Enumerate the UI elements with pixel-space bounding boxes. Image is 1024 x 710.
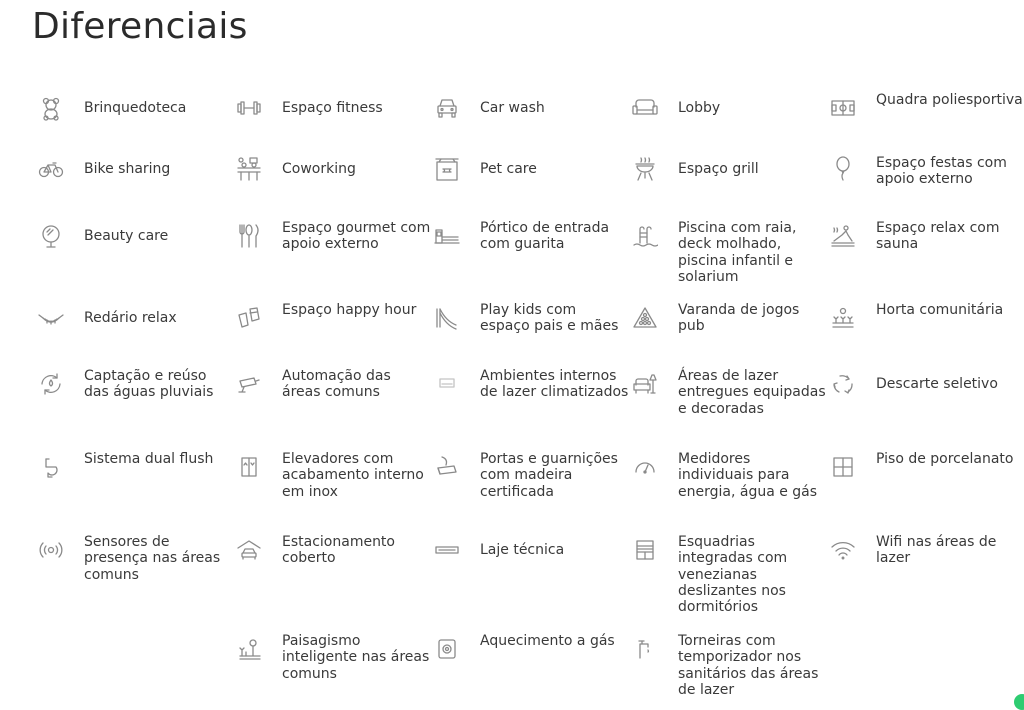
- feature-label: Beauty care: [84, 228, 169, 244]
- elevator-icon: [234, 452, 264, 482]
- feature-label: Car wash: [480, 100, 545, 116]
- bicycle-icon: [36, 154, 66, 184]
- feature-label: Pet care: [480, 161, 537, 177]
- feature-label: Portas e guarnições com madeira certificada: [480, 451, 618, 500]
- teddy-bear-icon: [36, 93, 66, 123]
- feature-label: Coworking: [282, 161, 356, 177]
- feature-label: Espaço fitness: [282, 100, 383, 116]
- wifi-icon: [828, 535, 858, 565]
- feature-label: Paisagismo inteligente nas áreas comuns: [282, 633, 430, 682]
- sauna-icon: [828, 221, 858, 251]
- air-conditioning-icon: [432, 369, 462, 399]
- feature-label: Bike sharing: [84, 161, 171, 177]
- feature-label: Horta comunitária: [876, 302, 1004, 318]
- feature-label: Piscina com raia, deck molhado, piscina infantil e solarium: [678, 220, 797, 285]
- toilet-icon: [36, 452, 66, 482]
- cutlery-icon: [234, 221, 264, 251]
- water-heater-icon: [432, 634, 462, 664]
- feature-label: Espaço grill: [678, 161, 759, 177]
- pet-bone-icon: [432, 154, 462, 184]
- balloon-icon: [828, 153, 858, 183]
- feature-label: Automação das áreas comuns: [282, 368, 391, 401]
- armchair-lamp-icon: [630, 369, 660, 399]
- mirror-icon: [36, 221, 66, 251]
- feature-label: Espaço gourmet com apoio externo: [282, 220, 431, 253]
- covered-parking-icon: [234, 535, 264, 565]
- page-title: Diferenciais: [32, 6, 248, 47]
- feature-label: Sistema dual flush: [84, 451, 214, 467]
- feature-label: Medidores individuais para energia, água e gás: [678, 451, 818, 500]
- feature-label: Descarte seletivo: [876, 376, 998, 392]
- certified-wood-icon: [432, 452, 462, 482]
- feature-label: Redário relax: [84, 310, 177, 326]
- feature-label: Espaço festas com apoio externo: [876, 155, 1007, 188]
- recycle-icon: [828, 369, 858, 399]
- car-icon: [432, 93, 462, 123]
- feature-label: Laje técnica: [480, 542, 565, 558]
- feature-label: Brinquedoteca: [84, 100, 187, 116]
- pool-ladder-icon: [630, 221, 660, 251]
- feature-label: Espaço relax com sauna: [876, 220, 1000, 253]
- feature-label: Pórtico de entrada com guarita: [480, 220, 610, 253]
- sports-court-icon: [828, 93, 858, 123]
- floor-tiles-icon: [828, 452, 858, 482]
- feature-label: Áreas de lazer entregues equipadas e decoradas: [678, 368, 826, 417]
- feature-label: Piso de porcelanato: [876, 451, 1014, 467]
- slide-icon: [432, 303, 462, 333]
- chat-widget-button[interactable]: [1014, 694, 1024, 710]
- landscaping-icon: [234, 634, 264, 664]
- feature-label: Espaço happy hour: [282, 302, 417, 318]
- feature-label: Ambientes internos de lazer climatizados: [480, 368, 629, 401]
- window-shutter-icon: [630, 535, 660, 565]
- grill-icon: [630, 154, 660, 184]
- drinks-icon: [234, 303, 264, 333]
- feature-label: Aquecimento a gás: [480, 633, 615, 649]
- faucet-icon: [630, 634, 660, 664]
- slab-icon: [432, 535, 462, 565]
- gate-icon: [432, 221, 462, 251]
- water-recycle-icon: [36, 369, 66, 399]
- sofa-icon: [630, 93, 660, 123]
- sensor-icon: [36, 535, 66, 565]
- feature-label: Esquadrias integradas com venezianas deslizantes nos dormitórios: [678, 534, 788, 616]
- feature-label: Captação e reúso das águas pluviais: [84, 368, 214, 401]
- feature-label: Play kids com espaço pais e mães: [480, 302, 619, 335]
- coworking-desk-icon: [234, 154, 264, 184]
- feature-label: Estacionamento coberto: [282, 534, 395, 567]
- feature-label: Lobby: [678, 100, 721, 116]
- hammock-icon: [36, 303, 66, 333]
- feature-label: Torneiras com temporizador nos sanitários das áreas de lazer: [678, 633, 819, 698]
- dumbbell-icon: [234, 93, 264, 123]
- garden-plants-icon: [828, 303, 858, 333]
- feature-label: Elevadores com acabamento interno em inox: [282, 451, 424, 500]
- gauge-icon: [630, 452, 660, 482]
- feature-label: Varanda de jogos pub: [678, 302, 800, 335]
- feature-label: Quadra poliesportiva: [876, 92, 1023, 108]
- feature-label: Wifi nas áreas de lazer: [876, 534, 997, 567]
- camera-icon: [234, 369, 264, 399]
- billiard-triangle-icon: [630, 303, 660, 333]
- feature-label: Sensores de presença nas áreas comuns: [84, 534, 221, 583]
